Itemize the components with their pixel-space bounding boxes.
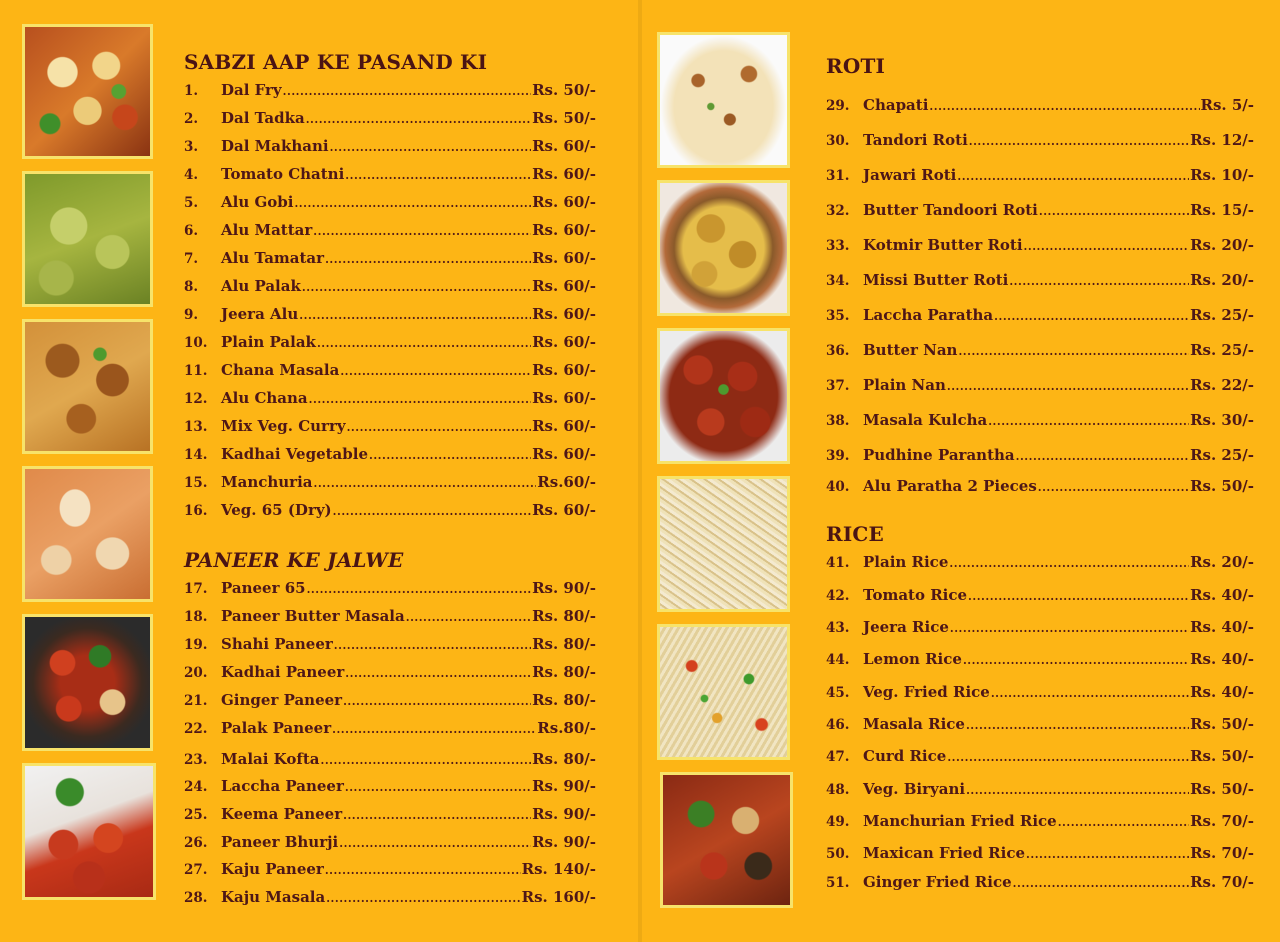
- menu-item: [826, 683, 1254, 707]
- menu-item-name: Masala Kulcha: [863, 411, 988, 429]
- menu-item-name: Maxican Fried Rice: [863, 844, 1026, 862]
- menu-item-price: Rs. 80/-: [532, 750, 596, 768]
- menu-item: [184, 833, 596, 857]
- menu-item-number: 43.: [826, 620, 850, 636]
- menu-item-price: Rs. 140/-: [521, 860, 596, 878]
- menu-item-number: 1.: [184, 83, 199, 99]
- menu-item-price: Rs. 80/-: [532, 691, 596, 709]
- menu-item-price: Rs. 80/-: [532, 635, 596, 653]
- menu-item-number: 2.: [184, 111, 199, 127]
- menu-item-price: Rs. 60/-: [532, 501, 596, 519]
- menu-item: [184, 81, 596, 105]
- menu-item-number: 47.: [826, 749, 850, 765]
- menu-item-number: 17.: [184, 581, 208, 597]
- dot-leader: [340, 365, 531, 378]
- menu-item-number: 37.: [826, 378, 850, 394]
- paneer-butter-masala-icon: [25, 469, 150, 599]
- menu-item-number: 16.: [184, 503, 208, 519]
- menu-item-number: 12.: [184, 391, 208, 407]
- gobi-manchurian-photo: [657, 328, 790, 464]
- menu-item-price: Rs. 60/-: [532, 445, 596, 463]
- dot-leader: [343, 809, 531, 822]
- dot-leader: [306, 113, 531, 126]
- menu-item: [184, 109, 596, 133]
- menu-item-number: 4.: [184, 167, 199, 183]
- menu-item-name: Veg. Biryani: [863, 780, 966, 798]
- menu-item-name: Chapati: [863, 96, 929, 114]
- menu-item: [826, 411, 1254, 435]
- menu-item-number: 33.: [826, 238, 850, 254]
- menu-item-price: Rs. 90/-: [532, 777, 596, 795]
- menu-item-price: Rs. 30/-: [1190, 411, 1254, 429]
- menu-item-name: Jeera Rice: [863, 618, 949, 636]
- menu-item-price: Rs. 50/-: [1190, 477, 1254, 495]
- menu-item-number: 46.: [826, 717, 850, 733]
- menu-item: [826, 586, 1254, 610]
- menu-item-number: 13.: [184, 419, 208, 435]
- menu-item-name: Alu Tamatar: [221, 249, 325, 267]
- gobi-dish-photo: [22, 24, 153, 159]
- dot-leader: [294, 197, 531, 210]
- gobi-manchurian-icon: [660, 331, 787, 461]
- jeera-rice-icon: [660, 479, 787, 609]
- menu-item-price: Rs. 60/-: [532, 221, 596, 239]
- menu-item-number: 36.: [826, 343, 850, 359]
- menu-item-name: Curd Rice: [863, 747, 947, 765]
- section-title-rice: RICE: [826, 522, 884, 546]
- menu-item-number: 24.: [184, 779, 208, 795]
- menu-item-price: Rs. 20/-: [1190, 271, 1254, 289]
- menu-item: [826, 477, 1254, 501]
- menu-item-price: Rs. 50/-: [1190, 780, 1254, 798]
- dot-leader: [994, 310, 1189, 323]
- dot-leader: [950, 622, 1189, 635]
- menu-item: [184, 750, 596, 774]
- menu-item-number: 7.: [184, 251, 199, 267]
- menu-item-name: Laccha Paneer: [221, 777, 344, 795]
- menu-item-number: 48.: [826, 782, 850, 798]
- menu-item-name: Ginger Paneer: [221, 691, 343, 709]
- dot-leader: [330, 141, 531, 154]
- dot-leader: [947, 380, 1189, 393]
- menu-item-number: 40.: [826, 479, 850, 495]
- menu-item: [184, 445, 596, 469]
- menu-item: [826, 166, 1254, 190]
- menu-item-name: Dal Makhani: [221, 137, 329, 155]
- menu-item-name: Alu Palak: [221, 277, 301, 295]
- chilli-paneer-photo: [22, 763, 156, 900]
- menu-item-price: Rs. 60/-: [532, 389, 596, 407]
- dot-leader: [333, 505, 531, 518]
- menu-item: [826, 131, 1254, 155]
- menu-item-price: Rs. 40/-: [1190, 618, 1254, 636]
- menu-item-price: Rs. 90/-: [532, 805, 596, 823]
- menu-item-name: Butter Tandoori Roti: [863, 201, 1038, 219]
- malai-kofta-bowl-icon: [660, 183, 787, 313]
- menu-item-number: 44.: [826, 652, 850, 668]
- menu-item-name: Kadhai Paneer: [221, 663, 345, 681]
- menu-item-price: Rs.60/-: [537, 473, 596, 491]
- dot-leader: [339, 837, 531, 850]
- menu-item-number: 34.: [826, 273, 850, 289]
- dot-leader: [966, 719, 1189, 732]
- menu-item-price: Rs. 60/-: [532, 305, 596, 323]
- menu-item-price: Rs. 20/-: [1190, 236, 1254, 254]
- dot-leader: [343, 695, 531, 708]
- kadhai-paneer-photo: [22, 614, 153, 751]
- menu-item: [184, 137, 596, 161]
- veg-fried-rice-icon: [660, 627, 787, 757]
- menu-item: [184, 691, 596, 715]
- menu-item: [184, 333, 596, 357]
- menu-item-name: Plain Nan: [863, 376, 946, 394]
- menu-item-number: 11.: [184, 363, 208, 379]
- menu-item: [184, 860, 596, 884]
- dot-leader: [345, 169, 531, 182]
- dot-leader: [406, 611, 531, 624]
- menu-item-price: Rs. 60/-: [532, 137, 596, 155]
- dot-leader: [302, 281, 531, 294]
- menu-item-number: 51.: [826, 875, 850, 891]
- menu-item-price: Rs. 40/-: [1190, 683, 1254, 701]
- menu-item: [826, 650, 1254, 674]
- kofta-curry-photo: [22, 319, 153, 454]
- menu-item: [184, 249, 596, 273]
- menu-item-number: 45.: [826, 685, 850, 701]
- menu-item-number: 28.: [184, 890, 208, 906]
- menu-item-number: 9.: [184, 307, 199, 323]
- menu-item-number: 3.: [184, 139, 199, 155]
- menu-item-name: Kaju Masala: [221, 888, 326, 906]
- menu-item: [826, 873, 1254, 897]
- menu-item-price: Rs. 60/-: [532, 249, 596, 267]
- dot-leader: [1009, 275, 1189, 288]
- page-fold: [638, 0, 642, 942]
- menu-item-price: Rs. 25/-: [1190, 341, 1254, 359]
- gobi-dish-icon: [25, 27, 150, 156]
- menu-item: [826, 271, 1254, 295]
- menu-item-name: Manchuria: [221, 473, 313, 491]
- menu-item: [184, 389, 596, 413]
- menu-item-name: Kadhai Vegetable: [221, 445, 369, 463]
- menu-item-number: 32.: [826, 203, 850, 219]
- menu-item-name: Ginger Fried Rice: [863, 873, 1012, 891]
- section-title-sabzi: SABZI AAP KE PASAND KI: [184, 50, 488, 74]
- menu-item-name: Palak Paneer: [221, 719, 332, 737]
- kofta-curry-icon: [25, 322, 150, 451]
- menu-item: [184, 361, 596, 385]
- section-title-paneer: PANEER KE JALWE: [184, 548, 404, 572]
- jeera-rice-photo: [657, 476, 790, 612]
- green-curry-icon: [25, 174, 150, 304]
- menu-item: [184, 473, 596, 497]
- menu-item: [826, 341, 1254, 365]
- menu-item-price: Rs. 25/-: [1190, 306, 1254, 324]
- menu-item-number: 49.: [826, 814, 850, 830]
- menu-item-number: 23.: [184, 752, 208, 768]
- menu-item-name: Jawari Roti: [863, 166, 957, 184]
- menu-item: [184, 607, 596, 631]
- menu-item-name: Dal Tadka: [221, 109, 305, 127]
- dot-leader: [314, 477, 537, 490]
- menu-item-name: Alu Gobi: [221, 193, 294, 211]
- menu-item: [826, 553, 1254, 577]
- menu-item-name: Mix Veg. Curry: [221, 417, 346, 435]
- menu-item: [826, 812, 1254, 836]
- menu-item: [184, 777, 596, 801]
- chilli-veg-photo: [660, 772, 793, 908]
- menu-item-number: 39.: [826, 448, 850, 464]
- menu-item-number: 26.: [184, 835, 208, 851]
- dot-leader: [317, 337, 531, 350]
- dot-leader: [1016, 450, 1189, 463]
- menu-item-price: Rs.80/-: [537, 719, 596, 737]
- menu-item-number: 22.: [184, 721, 208, 737]
- menu-item-name: Malai Kofta: [221, 750, 320, 768]
- menu-item-price: Rs. 15/-: [1190, 201, 1254, 219]
- dot-leader: [347, 421, 531, 434]
- menu-item: [826, 96, 1254, 120]
- menu-item-name: Kotmir Butter Roti: [863, 236, 1023, 254]
- dot-leader: [1024, 240, 1190, 253]
- menu-item-name: Tomato Chatni: [221, 165, 345, 183]
- dot-leader: [966, 784, 1189, 797]
- menu-item-number: 38.: [826, 413, 850, 429]
- menu-item-name: Paneer 65: [221, 579, 306, 597]
- menu-item-price: Rs. 20/-: [1190, 553, 1254, 571]
- menu-item-price: Rs. 40/-: [1190, 650, 1254, 668]
- menu-item-price: Rs. 70/-: [1190, 873, 1254, 891]
- section-title-roti: ROTI: [826, 54, 886, 78]
- menu-item-name: Plain Palak: [221, 333, 316, 351]
- dot-leader: [1026, 848, 1189, 861]
- menu-item-number: 27.: [184, 862, 208, 878]
- menu-item-name: Dal Fry: [221, 81, 282, 99]
- menu-item-name: Plain Rice: [863, 553, 949, 571]
- menu-item-price: Rs. 50/-: [532, 109, 596, 127]
- dot-leader: [345, 667, 531, 680]
- menu-item-number: 10.: [184, 335, 208, 351]
- menu-item-name: Masala Rice: [863, 715, 965, 733]
- malai-kofta-bowl-photo: [657, 180, 790, 316]
- veg-fried-rice-photo: [657, 624, 790, 760]
- dot-leader: [969, 135, 1189, 148]
- menu-item-number: 21.: [184, 693, 208, 709]
- menu-item-price: Rs. 60/-: [532, 277, 596, 295]
- menu-item-price: Rs. 80/-: [532, 663, 596, 681]
- menu-item-name: Manchurian Fried Rice: [863, 812, 1057, 830]
- menu-item-name: Veg. Fried Rice: [863, 683, 990, 701]
- chilli-veg-icon: [663, 775, 790, 905]
- menu-item-number: 5.: [184, 195, 199, 211]
- menu-item: [184, 417, 596, 441]
- menu-item-number: 15.: [184, 475, 208, 491]
- menu-item-price: Rs. 60/-: [532, 417, 596, 435]
- menu-item-name: Keema Paneer: [221, 805, 343, 823]
- menu-item-number: 6.: [184, 223, 199, 239]
- menu-item: [184, 719, 596, 743]
- menu-item: [184, 635, 596, 659]
- menu-item-number: 18.: [184, 609, 208, 625]
- menu-item-price: Rs. 90/-: [532, 833, 596, 851]
- dot-leader: [963, 654, 1189, 667]
- menu-item: [184, 277, 596, 301]
- dot-leader: [307, 583, 531, 596]
- menu-item-price: Rs. 60/-: [532, 165, 596, 183]
- menu-item-price: Rs. 25/-: [1190, 446, 1254, 464]
- dot-leader: [958, 345, 1189, 358]
- dot-leader: [968, 590, 1189, 603]
- menu-item-number: 35.: [826, 308, 850, 324]
- menu-item-price: Rs. 70/-: [1190, 812, 1254, 830]
- menu-item-name: Shahi Paneer: [221, 635, 333, 653]
- menu-item: [184, 888, 596, 912]
- menu-item: [184, 221, 596, 245]
- garlic-naan-icon: [660, 35, 787, 165]
- menu-item-name: Alu Mattar: [221, 221, 313, 239]
- kadhai-paneer-icon: [25, 617, 150, 748]
- menu-item-number: 50.: [826, 846, 850, 862]
- dot-leader: [988, 415, 1189, 428]
- menu-item-price: Rs. 40/-: [1190, 586, 1254, 604]
- menu-item-price: Rs. 160/-: [521, 888, 596, 906]
- dot-leader: [320, 754, 531, 767]
- menu-item-number: 19.: [184, 637, 208, 653]
- dot-leader: [325, 253, 531, 266]
- menu-item-number: 31.: [826, 168, 850, 184]
- dot-leader: [369, 449, 531, 462]
- menu-item-name: Kaju Paneer: [221, 860, 324, 878]
- menu-item: [184, 305, 596, 329]
- menu-item-number: 25.: [184, 807, 208, 823]
- menu-item-number: 8.: [184, 279, 199, 295]
- dot-leader: [325, 864, 521, 877]
- paneer-butter-masala-photo: [22, 466, 153, 602]
- menu-item-number: 30.: [826, 133, 850, 149]
- menu-item-price: Rs. 80/-: [532, 607, 596, 625]
- menu-item-price: Rs. 70/-: [1190, 844, 1254, 862]
- menu-item-number: 29.: [826, 98, 850, 114]
- menu-item-price: Rs. 50/-: [532, 81, 596, 99]
- menu-item-number: 42.: [826, 588, 850, 604]
- menu-item-number: 41.: [826, 555, 850, 571]
- menu-item: [826, 446, 1254, 470]
- menu-item-name: Butter Nan: [863, 341, 958, 359]
- menu-item-number: 14.: [184, 447, 208, 463]
- dot-leader: [326, 892, 520, 905]
- menu-item: [826, 376, 1254, 400]
- dot-leader: [309, 393, 531, 406]
- menu-item: [826, 780, 1254, 804]
- dot-leader: [1038, 481, 1189, 494]
- menu-item-name: Paneer Butter Masala: [221, 607, 405, 625]
- menu-item-price: Rs. 90/-: [532, 579, 596, 597]
- dot-leader: [957, 170, 1189, 183]
- menu-item-name: Missi Butter Roti: [863, 271, 1009, 289]
- menu-item-name: Alu Paratha 2 Pieces: [863, 477, 1037, 495]
- menu-item-price: Rs. 12/-: [1190, 131, 1254, 149]
- dot-leader: [1058, 816, 1189, 829]
- dot-leader: [299, 309, 531, 322]
- menu-item-price: Rs. 5/-: [1200, 96, 1254, 114]
- menu-item-name: Tomato Rice: [863, 586, 968, 604]
- dot-leader: [313, 225, 531, 238]
- menu-item: [184, 193, 596, 217]
- menu-item: [184, 805, 596, 829]
- menu-item-price: Rs. 60/-: [532, 333, 596, 351]
- menu-item-name: Pudhine Parantha: [863, 446, 1015, 464]
- menu-item-name: Tandori Roti: [863, 131, 968, 149]
- dot-leader: [1039, 205, 1189, 218]
- dot-leader: [345, 781, 531, 794]
- menu-item-price: Rs. 60/-: [532, 361, 596, 379]
- menu-item-price: Rs. 10/-: [1190, 166, 1254, 184]
- menu-item: [826, 747, 1254, 771]
- menu-item: [184, 579, 596, 603]
- menu-item: [826, 306, 1254, 330]
- menu-item: [826, 715, 1254, 739]
- menu-item: [826, 844, 1254, 868]
- menu-item-number: 20.: [184, 665, 208, 681]
- menu-item-price: Rs. 50/-: [1190, 715, 1254, 733]
- dot-leader: [1013, 877, 1189, 890]
- menu-item-price: Rs. 60/-: [532, 193, 596, 211]
- dot-leader: [334, 639, 531, 652]
- menu-item-name: Lemon Rice: [863, 650, 962, 668]
- menu-item: [184, 501, 596, 525]
- menu-item-name: Laccha Paratha: [863, 306, 994, 324]
- menu-item-price: Rs. 50/-: [1190, 747, 1254, 765]
- chilli-paneer-icon: [25, 766, 153, 897]
- menu-item: [826, 236, 1254, 260]
- menu-item: [826, 618, 1254, 642]
- dot-leader: [949, 557, 1189, 570]
- menu-item-name: Jeera Alu: [221, 305, 299, 323]
- dot-leader: [991, 687, 1189, 700]
- garlic-naan-photo: [657, 32, 790, 168]
- menu-item-name: Paneer Bhurji: [221, 833, 339, 851]
- menu-item: [184, 663, 596, 687]
- menu-item-name: Chana Masala: [221, 361, 340, 379]
- menu-item: [184, 165, 596, 189]
- menu-item-name: Veg. 65 (Dry): [221, 501, 332, 519]
- dot-leader: [283, 85, 531, 98]
- menu-item-name: Alu Chana: [221, 389, 308, 407]
- menu-item: [826, 201, 1254, 225]
- dot-leader: [947, 751, 1189, 764]
- dot-leader: [929, 100, 1199, 113]
- green-curry-photo: [22, 171, 153, 307]
- menu-item-price: Rs. 22/-: [1190, 376, 1254, 394]
- dot-leader: [332, 723, 536, 736]
